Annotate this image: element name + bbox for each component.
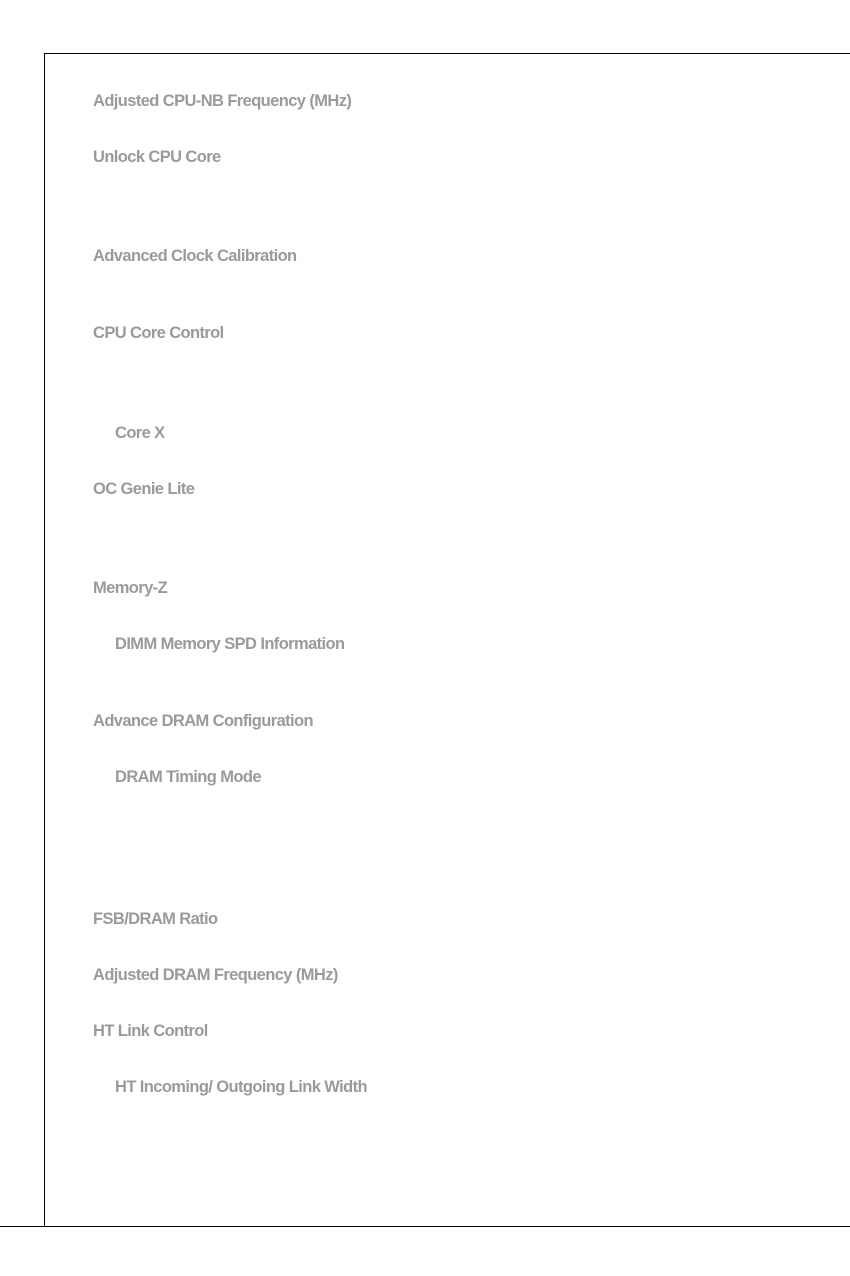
heading-memory-z: Memory-Z <box>93 579 168 597</box>
top-border-rule <box>44 53 850 54</box>
heading-cpu-core-control: CPU Core Control <box>93 324 224 342</box>
bottom-border-rule <box>0 1226 850 1227</box>
heading-unlock-cpu-core: Unlock CPU Core <box>93 148 221 166</box>
heading-ht-link-control: HT Link Control <box>93 1022 208 1040</box>
subheading-dram-timing-mode: DRAM Timing Mode <box>115 768 261 786</box>
left-border-rule <box>44 53 45 1226</box>
heading-oc-genie-lite: OC Genie Lite <box>93 480 195 498</box>
heading-fsb-dram-ratio: FSB/DRAM Ratio <box>93 910 218 928</box>
heading-adjusted-cpu-nb-frequency: Adjusted CPU-NB Frequency (MHz) <box>93 92 352 110</box>
heading-advanced-clock-calibration: Advanced Clock Calibration <box>93 247 297 265</box>
heading-adjusted-dram-frequency: Adjusted DRAM Frequency (MHz) <box>93 966 338 984</box>
subheading-dimm-memory-spd-information: DIMM Memory SPD Information <box>115 635 345 653</box>
subheading-core-x: Core X <box>115 424 165 442</box>
heading-advance-dram-configuration: Advance DRAM Configuration <box>93 712 313 730</box>
subheading-ht-incoming-outgoing-link-width: HT Incoming/ Outgoing Link Width <box>115 1078 367 1096</box>
